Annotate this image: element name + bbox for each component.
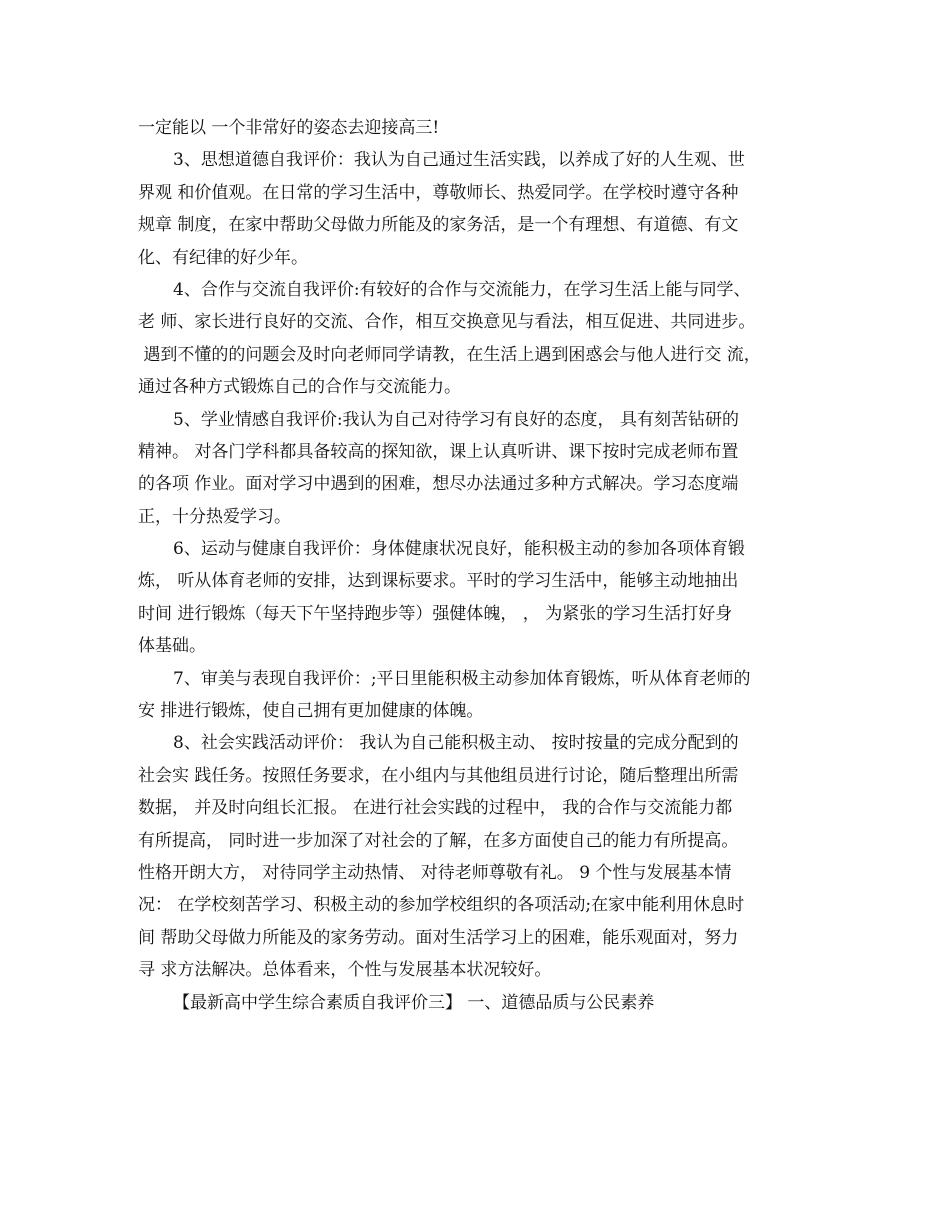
- text-line: 间 帮助父母做力所能及的家务劳动。面对生活学习上的困难，能乐观面对，努力: [138, 927, 739, 948]
- text-line: 4、合作与交流自我评价:有较好的合作与交流能力，在学习生活上能与同学、: [173, 279, 751, 300]
- text-line: 炼， 听从体育老师的安排，达到课标要求。平时的学习生活中，能够主动地抽出: [138, 571, 739, 592]
- text-line: 6、运动与健康自我评价：身体健康状况良好，能积极主动的参加各项体育锻: [173, 539, 745, 560]
- text-line: 精神。 对各门学科都具备较高的探知欲，课上认真听讲、课下按时完成老师布置: [138, 441, 739, 462]
- text-line: 时间 进行锻炼（每天下午坚持跑步等）强健体魄， ， 为紧张的学习生活打好身: [138, 603, 733, 624]
- document-body: [138, 112, 816, 1019]
- text-line: 社会实 践任务。按照任务要求，在小组内与其他组员进行讨论，随后整理出所需: [138, 765, 739, 786]
- text-line: 性格开朗大方， 对待同学主动热情、 对待老师尊敬有礼。 9 个性与发展基本情: [138, 862, 732, 883]
- text-line: 一定能以 一个非常好的姿态去迎接高三!: [138, 118, 440, 138]
- text-line: 规章 制度，在家中帮助父母做力所能及的家务活，是一个有理想、有道德、有文: [138, 215, 739, 236]
- text-line: 界观 和价值观。在日常的学习生活中，尊敬师长、热爱同学。在学校时遵守各种: [138, 182, 739, 203]
- text-line: 化、有纪律的好少年。: [138, 247, 308, 268]
- text-line: 5、学业情感自我评价:我认为自己对待学习有良好的态度， 具有刻苦钻研的: [173, 409, 739, 430]
- text-line: 老 师、家长进行良好的交流、合作，相互交换意见与看法，相互促进、共同进步。: [138, 312, 756, 333]
- text-line: 寻 求方法解决。总体看来，个性与发展基本状况较好。: [138, 960, 552, 981]
- text-line: 3、思想道德自我评价：我认为自己通过生活实践，以养成了好的人生观、世: [173, 150, 745, 171]
- text-line: 况： 在学校刻苦学习、积极主动的参加学校组织的各项活动;在家中能利用休息时: [138, 895, 745, 916]
- text-line: 的各项 作业。面对学习中遇到的困难，想尽办法通过多种方式解决。学习态度端: [138, 474, 739, 495]
- text-line: 有所提高， 同时进一步加深了对社会的了解，在多方面使自己的能力有所提高。: [138, 830, 739, 851]
- text-line: 通过各种方式锻炼自己的合作与交流能力。: [138, 377, 461, 398]
- section-heading: 【最新高中学生综合素质自我评价三】 一、道德品质与公民素养: [173, 992, 655, 1013]
- text-line: 安 排进行锻炼，使自己拥有更加健康的体魄。: [138, 701, 484, 722]
- text-line: 8、社会实践活动评价： 我认为自己能积极主动、 按时按量的完成分配到的: [173, 733, 739, 754]
- text-line: 7、审美与表现自我评价：;平日里能积极主动参加体育锻炼，听从体育老师的: [173, 668, 751, 689]
- text-line: 正，十分热爱学习。: [138, 506, 291, 527]
- text-line: 遇到不懂的的问题会及时向老师同学请教，在生活上遇到困惑会与他人进行交 流，: [138, 344, 761, 365]
- text-line: 数据， 并及时向组长汇报。 在进行社会实践的过程中， 我的合作与交流能力都: [138, 798, 733, 819]
- text-line: 体基础。: [138, 636, 206, 657]
